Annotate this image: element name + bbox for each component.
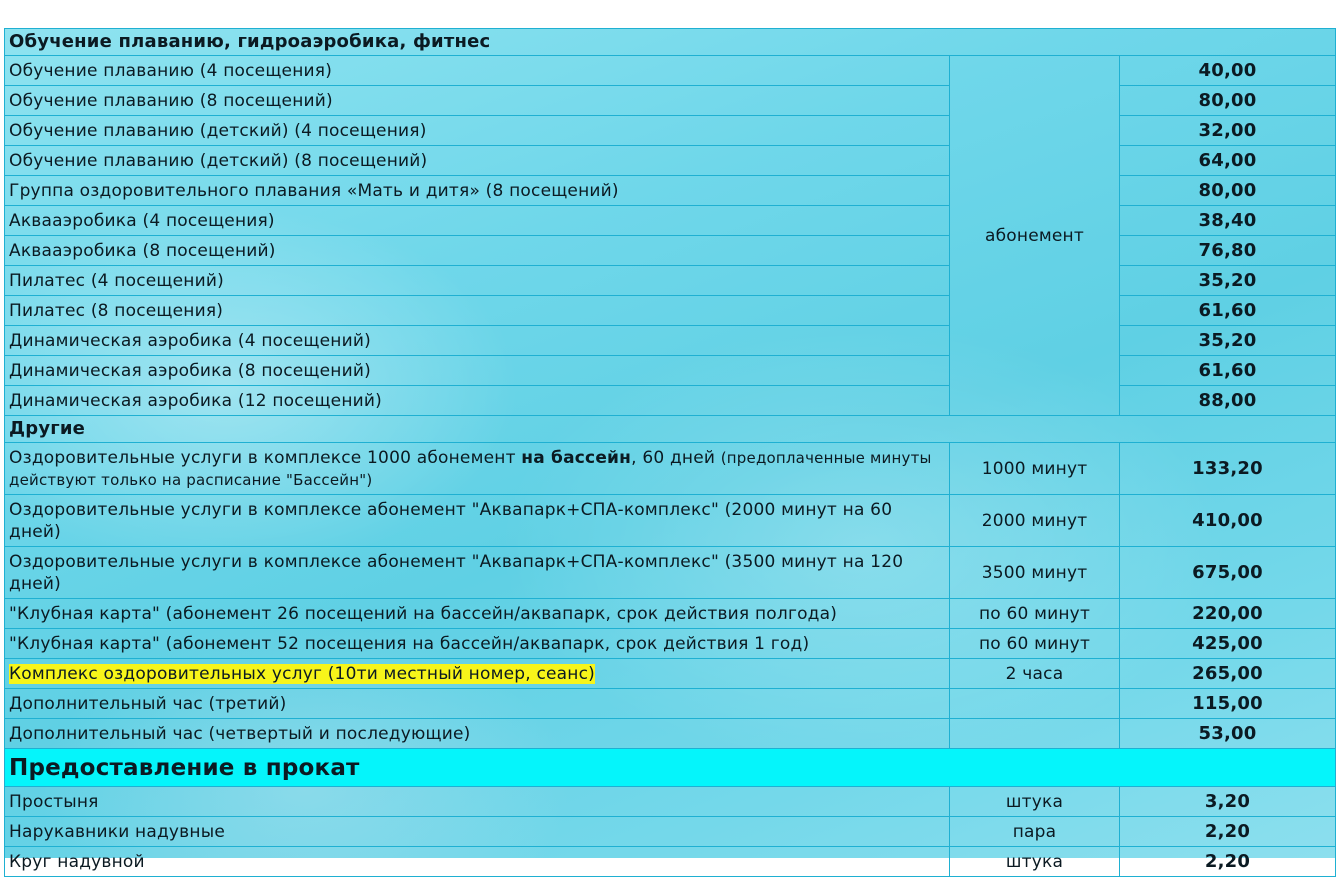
unit-cell [950, 689, 1120, 719]
table-row [5, 719, 1336, 749]
unit-cell: 2 часа [950, 659, 1120, 689]
table-row [5, 386, 1336, 416]
service-name: Динамическая аэробика (8 посещений) [5, 356, 950, 386]
section-header-swimming [5, 29, 1336, 56]
service-name-emphasis: на бассейн [521, 447, 632, 468]
price-cell: 61,60 [1120, 356, 1336, 386]
table-row [5, 847, 1336, 877]
price-cell: 76,80 [1120, 236, 1336, 266]
price-cell: 675,00 [1120, 547, 1336, 599]
price-cell: 425,00 [1120, 629, 1336, 659]
table-row [5, 146, 1336, 176]
service-name: Дополнительный час (третий) [5, 689, 950, 719]
section-title: Обучение плаванию, гидроаэробика, фитнес [5, 29, 1336, 56]
section-header-rental [5, 749, 1336, 787]
service-name: Динамическая аэробика (4 посещений) [5, 326, 950, 356]
service-name: Обучение плаванию (детский) (8 посещений) [5, 146, 950, 176]
unit-cell: 3500 минут [950, 547, 1120, 599]
table-row [5, 547, 1336, 599]
table-row [5, 495, 1336, 547]
price-cell: 35,20 [1120, 326, 1336, 356]
table-row [5, 236, 1336, 266]
service-name: Обучение плаванию (4 посещения) [5, 56, 950, 86]
service-name: Нарукавники надувные [5, 817, 950, 847]
table-row [5, 176, 1336, 206]
service-name: Дополнительный час (четвертый и последующие) [5, 719, 950, 749]
price-cell: 80,00 [1120, 86, 1336, 116]
service-name: Простыня [5, 787, 950, 817]
service-name: Пилатес (4 посещений) [5, 266, 950, 296]
service-name: Оздоровительные услуги в комплексе абонемент "Аквапарк+СПА-комплекс" (2000 минут на 60 дней) [5, 495, 950, 547]
unit-cell: по 60 минут [950, 599, 1120, 629]
price-cell: 35,20 [1120, 266, 1336, 296]
table-row [5, 599, 1336, 629]
unit-cell: штука [950, 847, 1120, 877]
table-row [5, 787, 1336, 817]
price-cell: 80,00 [1120, 176, 1336, 206]
service-name-text: Оздоровительные услуги в комплексе 1000 абонемент [9, 447, 522, 468]
table-row [5, 56, 1336, 86]
price-cell: 2,20 [1120, 817, 1336, 847]
service-name: "Клубная карта" (абонемент 52 посещения на бассейн/аквапарк, срок действия 1 год) [5, 629, 950, 659]
unit-cell: абонемент [950, 56, 1120, 416]
unit-cell: по 60 минут [950, 629, 1120, 659]
service-name: Динамическая аэробика (12 посещений) [5, 386, 950, 416]
price-table [4, 28, 1336, 877]
table-row [5, 326, 1336, 356]
table-row [5, 266, 1336, 296]
table-row [5, 356, 1336, 386]
price-cell: 64,00 [1120, 146, 1336, 176]
table-row [5, 86, 1336, 116]
unit-cell [950, 719, 1120, 749]
price-cell: 410,00 [1120, 495, 1336, 547]
service-name: Пилатес (8 посещения) [5, 296, 950, 326]
service-name: Обучение плаванию (8 посещений) [5, 86, 950, 116]
table-row [5, 296, 1336, 326]
service-name-text: , 60 дней [631, 447, 721, 468]
service-name: "Клубная карта" (абонемент 26 посещений на бассейн/аквапарк, срок действия полгода) [5, 599, 950, 629]
unit-cell: 1000 минут [950, 443, 1120, 495]
price-cell: 53,00 [1120, 719, 1336, 749]
price-cell: 265,00 [1120, 659, 1336, 689]
table-row [5, 443, 1336, 495]
service-name: Круг надувной [5, 847, 950, 877]
service-name [5, 659, 950, 689]
service-name: Аквааэробика (4 посещения) [5, 206, 950, 236]
price-list-panel [4, 28, 1335, 872]
table-row [5, 206, 1336, 236]
unit-cell: 2000 минут [950, 495, 1120, 547]
unit-cell: пара [950, 817, 1120, 847]
table-row [5, 659, 1336, 689]
section-title: Другие [5, 416, 1336, 443]
price-cell: 2,20 [1120, 847, 1336, 877]
price-cell: 3,20 [1120, 787, 1336, 817]
price-cell: 38,40 [1120, 206, 1336, 236]
table-row [5, 689, 1336, 719]
service-name: Аквааэробика (8 посещений) [5, 236, 950, 266]
price-cell: 220,00 [1120, 599, 1336, 629]
table-row [5, 817, 1336, 847]
price-cell: 133,20 [1120, 443, 1336, 495]
service-name: Обучение плаванию (детский) (4 посещения) [5, 116, 950, 146]
unit-cell: штука [950, 787, 1120, 817]
price-cell: 88,00 [1120, 386, 1336, 416]
table-row [5, 116, 1336, 146]
highlighted-service-name: Комплекс оздоровительных услуг (10ти местный номер, сеанс) [9, 663, 595, 684]
table-row [5, 629, 1336, 659]
section-title: Предоставление в прокат [5, 749, 1336, 787]
price-cell: 115,00 [1120, 689, 1336, 719]
price-cell: 32,00 [1120, 116, 1336, 146]
service-name [5, 443, 950, 495]
section-header-other [5, 416, 1336, 443]
service-name: Оздоровительные услуги в комплексе абонемент "Аквапарк+СПА-комплекс" (3500 минут на 120 дней) [5, 547, 950, 599]
price-cell: 61,60 [1120, 296, 1336, 326]
service-name: Группа оздоровительного плавания «Мать и дитя» (8 посещений) [5, 176, 950, 206]
price-cell: 40,00 [1120, 56, 1336, 86]
service-note: (предоплаченные минуты действуют только на расписание "Бассейн") [9, 448, 932, 489]
